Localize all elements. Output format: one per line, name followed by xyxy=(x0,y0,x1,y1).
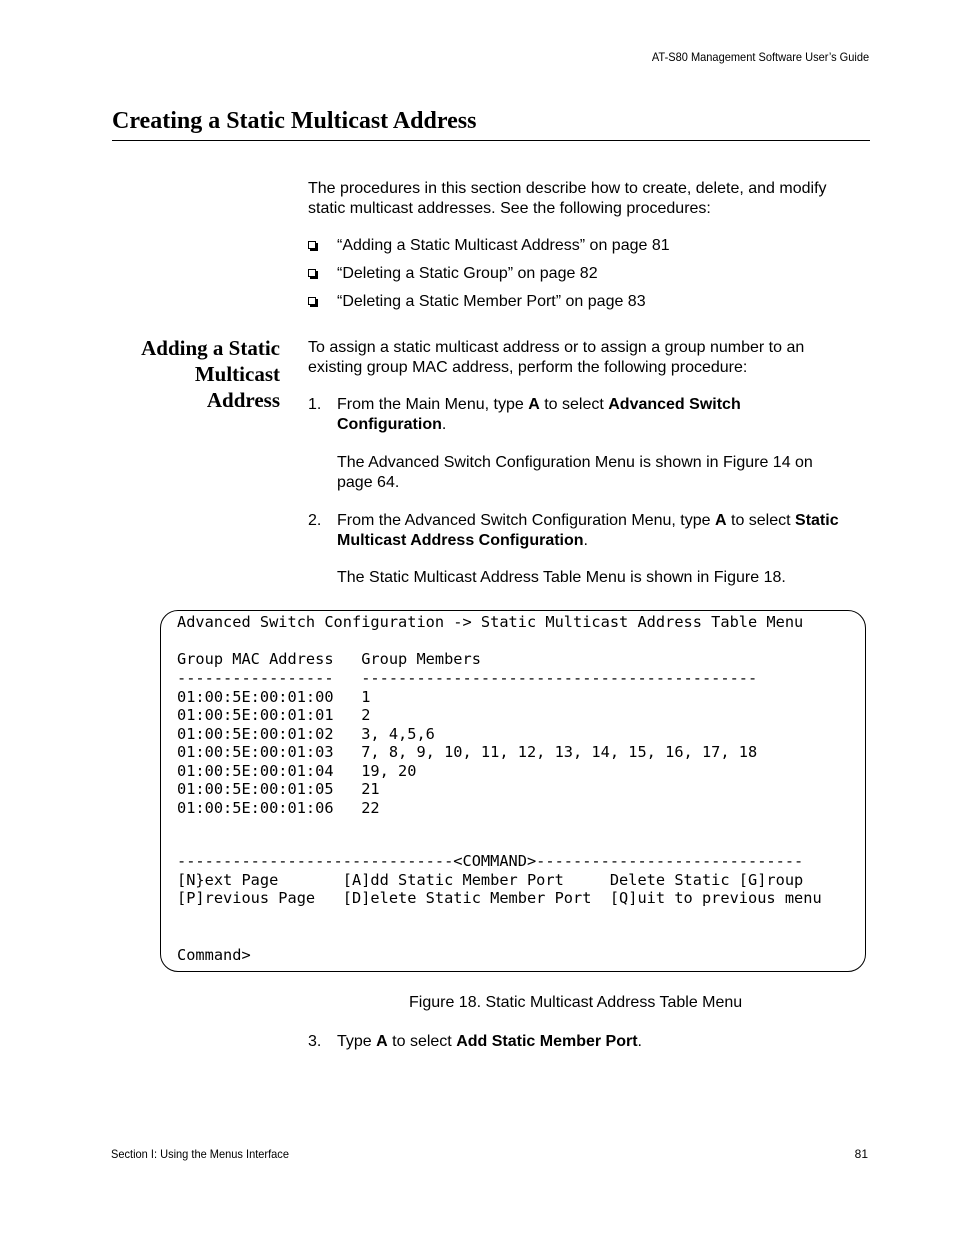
step-1-note xyxy=(337,453,877,493)
step-key: A xyxy=(714,512,727,529)
subsection-title xyxy=(100,335,280,413)
checkbox-bullet-icon xyxy=(308,241,316,249)
step-number: 1. xyxy=(308,396,322,413)
step-text: to select xyxy=(726,512,796,529)
terminal-breadcrumb: Advanced Switch Configuration -> Static Multicast Address Table Menu xyxy=(177,613,804,631)
step-2-instruction xyxy=(337,511,877,551)
bullet-link[interactable]: “Deleting a Static Member Port” on page 83 xyxy=(337,293,646,310)
terminal-table-row: 01:00:5E:00:01:00 1 xyxy=(177,688,371,706)
bullet-link[interactable]: “Adding a Static Multicast Address” on page 81 xyxy=(337,237,670,254)
step-text: From the Main Menu, type xyxy=(337,396,529,413)
terminal-command-rule: ------------------------------<COMMAND>----------------------------- xyxy=(177,852,804,870)
subsection-intro-line: To assign a static multicast address or to assign a group number to an xyxy=(308,339,805,356)
step-target: Configuration xyxy=(337,416,442,433)
step-note-line: page 64. xyxy=(337,474,400,491)
step-note-line: The Static Multicast Address Table Menu is shown in Figure 18. xyxy=(337,569,786,586)
step-number: 3. xyxy=(308,1033,322,1050)
step-text: . xyxy=(637,1033,642,1050)
step-number: 2. xyxy=(308,512,322,529)
terminal-menu-options: [N}ext Page [A]dd Static Member Port Delete Static [G]roup xyxy=(177,871,804,889)
step-3-instruction xyxy=(337,1032,877,1052)
page-number: 81 xyxy=(854,1147,868,1161)
terminal-table-row: 01:00:5E:00:01:06 22 xyxy=(177,799,380,817)
step-text: . xyxy=(583,532,588,549)
intro-line: The procedures in this section describe how to create, delete, and modify xyxy=(308,180,827,197)
subsection-title-line: Adding a Static xyxy=(141,336,280,360)
step-target: Advanced Switch xyxy=(608,396,741,413)
terminal-menu-options: [P]revious Page [D]elete Static Member Port [Q]uit to previous menu xyxy=(177,889,822,907)
step-key: A xyxy=(528,396,540,413)
step-target: Multicast Address Configuration xyxy=(337,532,584,549)
terminal-column-rule: ----------------- ------------------------------------------- xyxy=(177,669,758,687)
terminal-command-prompt: Command> xyxy=(177,946,251,964)
title-rule xyxy=(112,140,870,141)
step-target: Add Static Member Port xyxy=(456,1033,638,1050)
terminal-table-row: 01:00:5E:00:01:05 21 xyxy=(177,780,380,798)
step-target: Static xyxy=(795,512,839,529)
step-note-line: The Advanced Switch Configuration Menu is shown in Figure 14 on xyxy=(337,454,813,471)
subsection-title-line: Multicast xyxy=(194,362,280,386)
step-text: From the Advanced Switch Configuration Menu, type xyxy=(337,512,715,529)
subsection-title-line: Address xyxy=(206,388,280,412)
step-text: Type xyxy=(337,1033,377,1050)
terminal-table-row: 01:00:5E:00:01:04 19, 20 xyxy=(177,762,417,780)
step-text: to select xyxy=(387,1033,457,1050)
subsection-intro-line: existing group MAC address, perform the following procedure: xyxy=(308,359,748,376)
section-title: Creating a Static Multicast Address xyxy=(112,108,477,134)
checkbox-bullet-icon xyxy=(308,297,316,305)
step-text: . xyxy=(441,416,447,433)
step-key: A xyxy=(376,1033,388,1050)
subsection-intro xyxy=(308,338,874,378)
terminal-table-row: 01:00:5E:00:01:02 3, 4,5,6 xyxy=(177,725,435,743)
running-header: AT-S80 Management Software User’s Guide xyxy=(651,50,869,64)
step-1-instruction xyxy=(337,395,877,435)
step-text: to select xyxy=(539,396,609,413)
figure-caption: Figure 18. Static Multicast Address Table Menu xyxy=(409,994,743,1011)
step-2-note xyxy=(337,568,877,588)
terminal-table-row: 01:00:5E:00:01:01 2 xyxy=(177,706,371,724)
terminal-column-header: Group MAC Address Group Members xyxy=(177,650,481,668)
intro-paragraph xyxy=(308,179,874,219)
checkbox-bullet-icon xyxy=(308,269,316,277)
bullet-link[interactable]: “Deleting a Static Group” on page 82 xyxy=(337,265,598,282)
footer-section: Section I: Using the Menus Interface xyxy=(111,1147,289,1161)
terminal-table-row: 01:00:5E:00:01:03 7, 8, 9, 10, 11, 12, 13, 14, 15, 16, 17, 18 xyxy=(177,743,758,761)
intro-line: static multicast addresses. See the following procedures: xyxy=(308,200,711,217)
